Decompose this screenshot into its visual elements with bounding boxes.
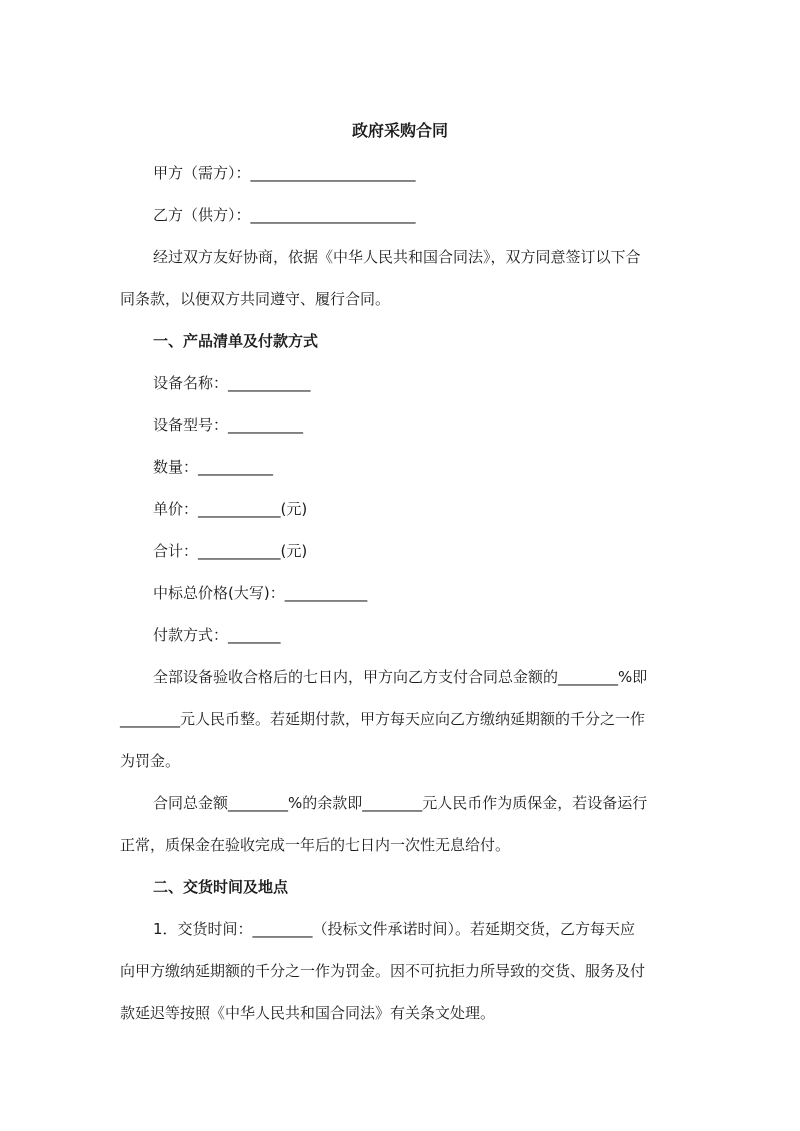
- party-b-line: 乙方（供方）：______________________: [153, 206, 416, 224]
- document-title: 政府采购合同: [351, 121, 448, 140]
- section1-heading: 一、产品清单及付款方式: [153, 332, 319, 350]
- payment-para-line-2: ________元人民币整。若延期付款，甲方每天应向乙方缴纳延期额的千分之一作: [120, 710, 646, 728]
- deposit-para-line-1: 合同总金额________%的余款即________元人民币作为质保金，若设备运行: [153, 794, 648, 812]
- delivery-item-line-3: 款延迟等按照《中华人民共和国合同法》有关条文处理。: [120, 1004, 496, 1022]
- payment-para-line-1: 全部设备验收合格后的七日内，甲方向乙方支付合同总金额的________%即: [153, 668, 648, 686]
- deposit-para-line-2: 正常，质保金在验收完成一年后的七日内一次性无息给付。: [120, 836, 511, 854]
- field-bid-total-capital: 中标总价格(大写)：___________: [153, 584, 368, 602]
- section2-heading: 二、交货时间及地点: [153, 878, 289, 896]
- intro-line-1: 经过双方友好协商，依据《中华人民共和国合同法》，双方同意签订以下合: [153, 248, 641, 266]
- field-payment-method: 付款方式：_______: [153, 626, 281, 644]
- delivery-item-line-1: 1．交货时间：________（投标文件承诺时间）。若延期交货，乙方每天应: [153, 920, 636, 938]
- field-unit-price: 单价：___________(元): [153, 500, 308, 518]
- payment-para-line-3: 为罚金。: [120, 752, 181, 770]
- party-a-line: 甲方（需方）：______________________: [153, 164, 416, 182]
- delivery-item-line-2: 向甲方缴纳延期额的千分之一作为罚金。因不可抗拒力所导致的交货、服务及付: [120, 962, 646, 980]
- intro-line-2: 同条款，以便双方共同遵守、履行合同。: [120, 290, 391, 308]
- field-device-model: 设备型号：__________: [153, 416, 304, 434]
- field-device-name: 设备名称：___________: [153, 374, 311, 392]
- field-quantity: 数量：__________: [153, 458, 274, 476]
- field-total: 合计：___________(元): [153, 542, 308, 560]
